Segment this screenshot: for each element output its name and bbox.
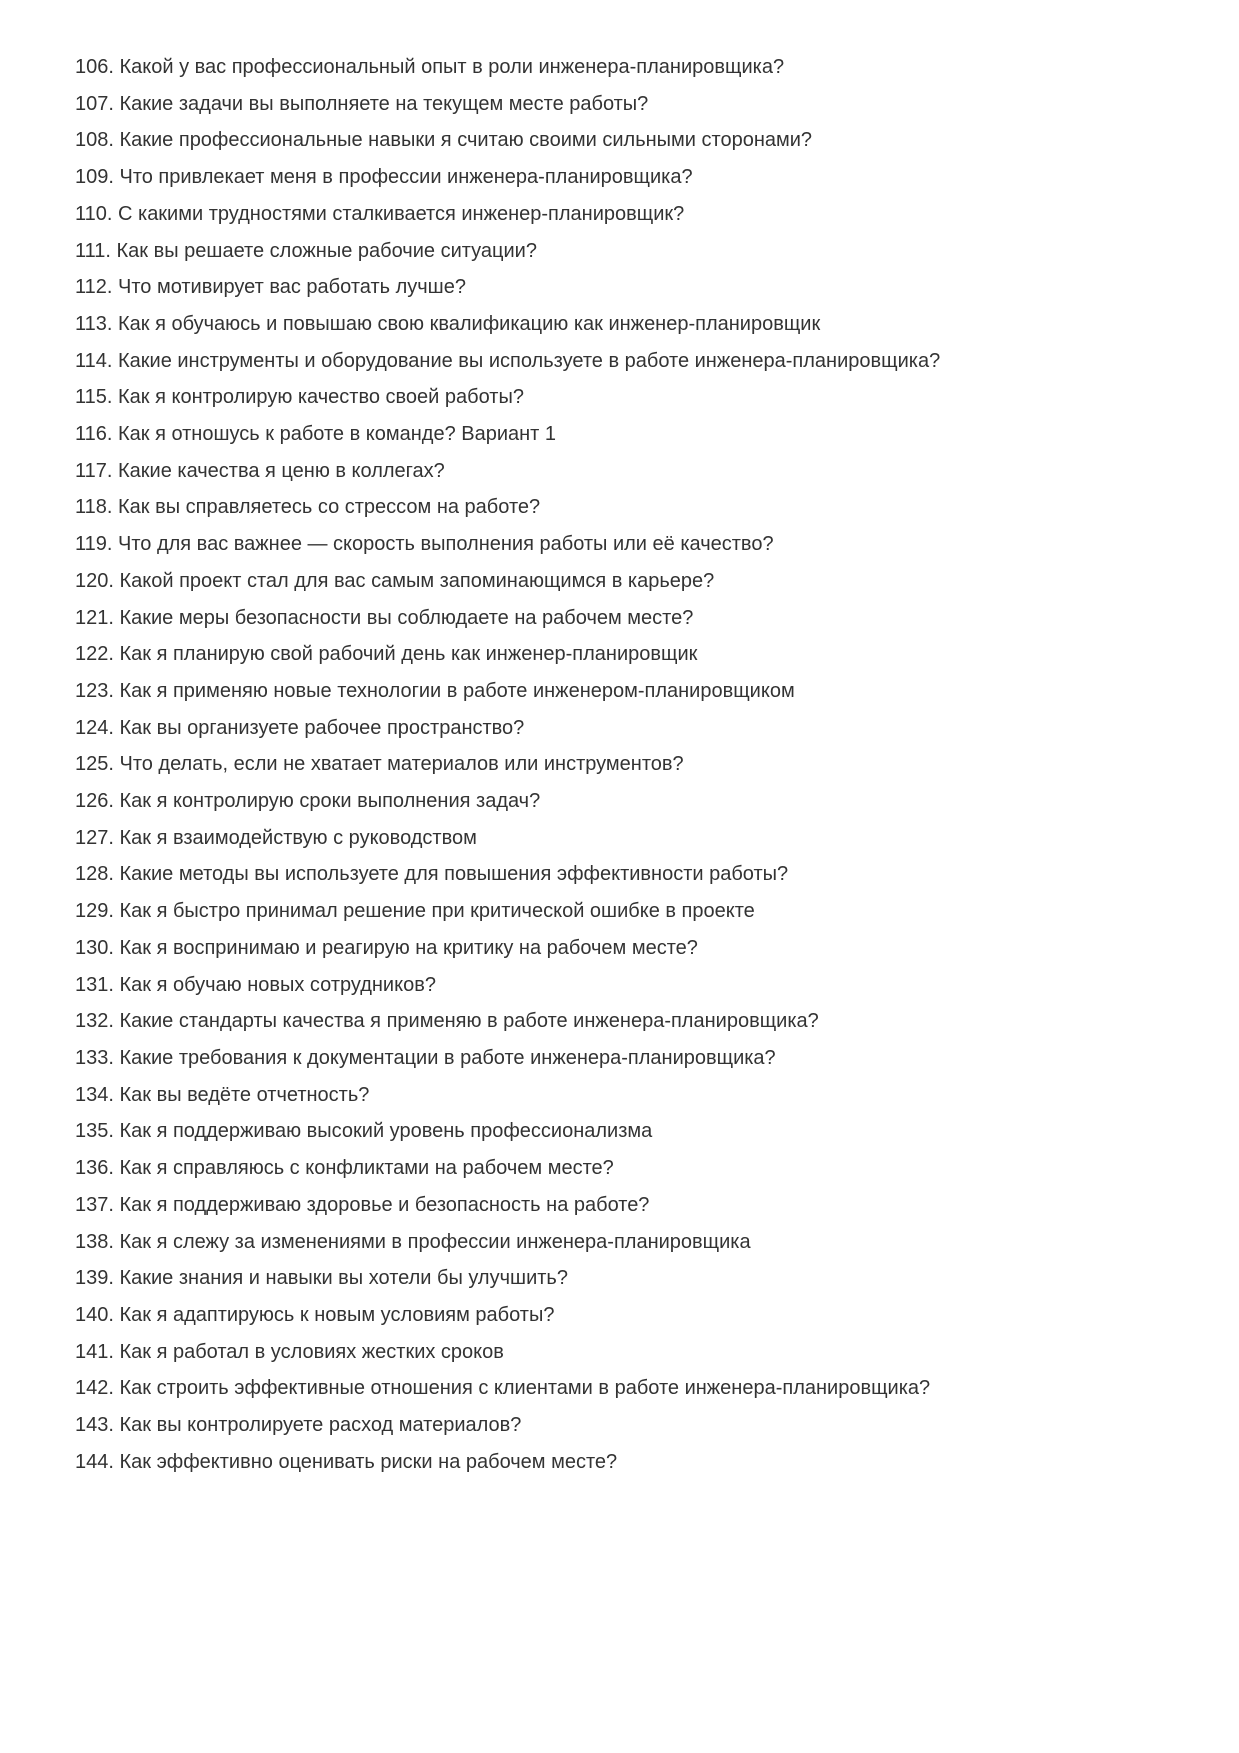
question-list [75, 49, 970, 1480]
question-item: 132. Какие стандарты качества я применяю в работе инженера-планировщика? [75, 1010, 819, 1033]
question-item: 123. Как я применяю новые технологии в работе инженером-планировщиком [75, 679, 795, 702]
question-item: 125. Что делать, если не хватает материалов или инструментов? [75, 753, 684, 776]
question-item: 134. Как вы ведёте отчетность? [75, 1083, 370, 1106]
question-item: 116. Как я отношусь к работе в команде? Вариант 1 [75, 423, 557, 446]
question-item: 112. Что мотивирует вас работать лучше? [75, 276, 466, 299]
question-item: 144. Как эффективно оценивать риски на рабочем месте? [75, 1450, 618, 1473]
question-item: 126. Как я контролирую сроки выполнения задач? [75, 790, 541, 813]
question-item: 115. Как я контролирую качество своей работы? [75, 386, 524, 409]
question-item: 142. Как строить эффективные отношения с клиентами в работе инженера-планировщика? [75, 1377, 931, 1400]
question-item: 121. Какие меры безопасности вы соблюдаете на рабочем месте? [75, 606, 694, 629]
question-item: 118. Как вы справляетесь со стрессом на работе? [75, 496, 541, 519]
question-item: 113. Как я обучаюсь и повышаю свою квалификацию как инженер-планировщик [75, 312, 821, 335]
question-item: 119. Что для вас важнее — скорость выполнения работы или её качество? [75, 533, 774, 556]
question-item: 124. Как вы организуете рабочее пространство? [75, 716, 525, 739]
question-item: 120. Какой проект стал для вас самым запоминающимся в карьере? [75, 569, 715, 592]
question-item: 130. Как я воспринимаю и реагирую на критику на рабочем месте? [75, 936, 698, 959]
question-item: 138. Как я слежу за изменениями в профессии инженера-планировщика [75, 1230, 751, 1253]
question-item: 135. Как я поддерживаю высокий уровень профессионализма [75, 1120, 653, 1143]
question-item: 110. С какими трудностями сталкивается инженер-планировщик? [75, 202, 685, 225]
question-item: 109. Что привлекает меня в профессии инженера-планировщика? [75, 166, 693, 189]
question-item: 117. Какие качества я ценю в коллегах? [75, 459, 445, 482]
question-item: 114. Какие инструменты и оборудование вы используете в работе инженера-планировщика? [75, 349, 941, 372]
question-item: 137. Как я поддерживаю здоровье и безопасность на работе? [75, 1193, 650, 1216]
question-item: 111. Как вы решаете сложные рабочие ситуации? [75, 239, 537, 262]
question-item: 122. Как я планирую свой рабочий день как инженер-планировщик [75, 643, 698, 666]
question-item: 127. Как я взаимодействую с руководством [75, 826, 477, 849]
question-item: 106. Какой у вас профессиональный опыт в роли инженера-планировщика? [75, 56, 785, 78]
question-item: 141. Как я работал в условиях жестких сроков [75, 1340, 504, 1363]
question-item: 131. Как я обучаю новых сотрудников? [75, 973, 436, 996]
question-item: 143. Как вы контролируете расход материалов? [75, 1414, 522, 1437]
question-item: 136. Как я справляюсь с конфликтами на рабочем месте? [75, 1157, 614, 1180]
question-item: 129. Как я быстро принимал решение при критической ошибке в проекте [75, 900, 755, 923]
question-item: 107. Какие задачи вы выполняете на текущем месте работы? [75, 92, 649, 115]
question-item: 140. Как я адаптируюсь к новым условиям работы? [75, 1303, 555, 1326]
question-item: 128. Какие методы вы используете для повышения эффективности работы? [75, 863, 789, 886]
question-item: 108. Какие профессиональные навыки я считаю своими сильными сторонами? [75, 129, 813, 152]
question-item: 133. Какие требования к документации в работе инженера-планировщика? [75, 1046, 776, 1069]
question-item: 139. Какие знания и навыки вы хотели бы улучшить? [75, 1267, 568, 1290]
